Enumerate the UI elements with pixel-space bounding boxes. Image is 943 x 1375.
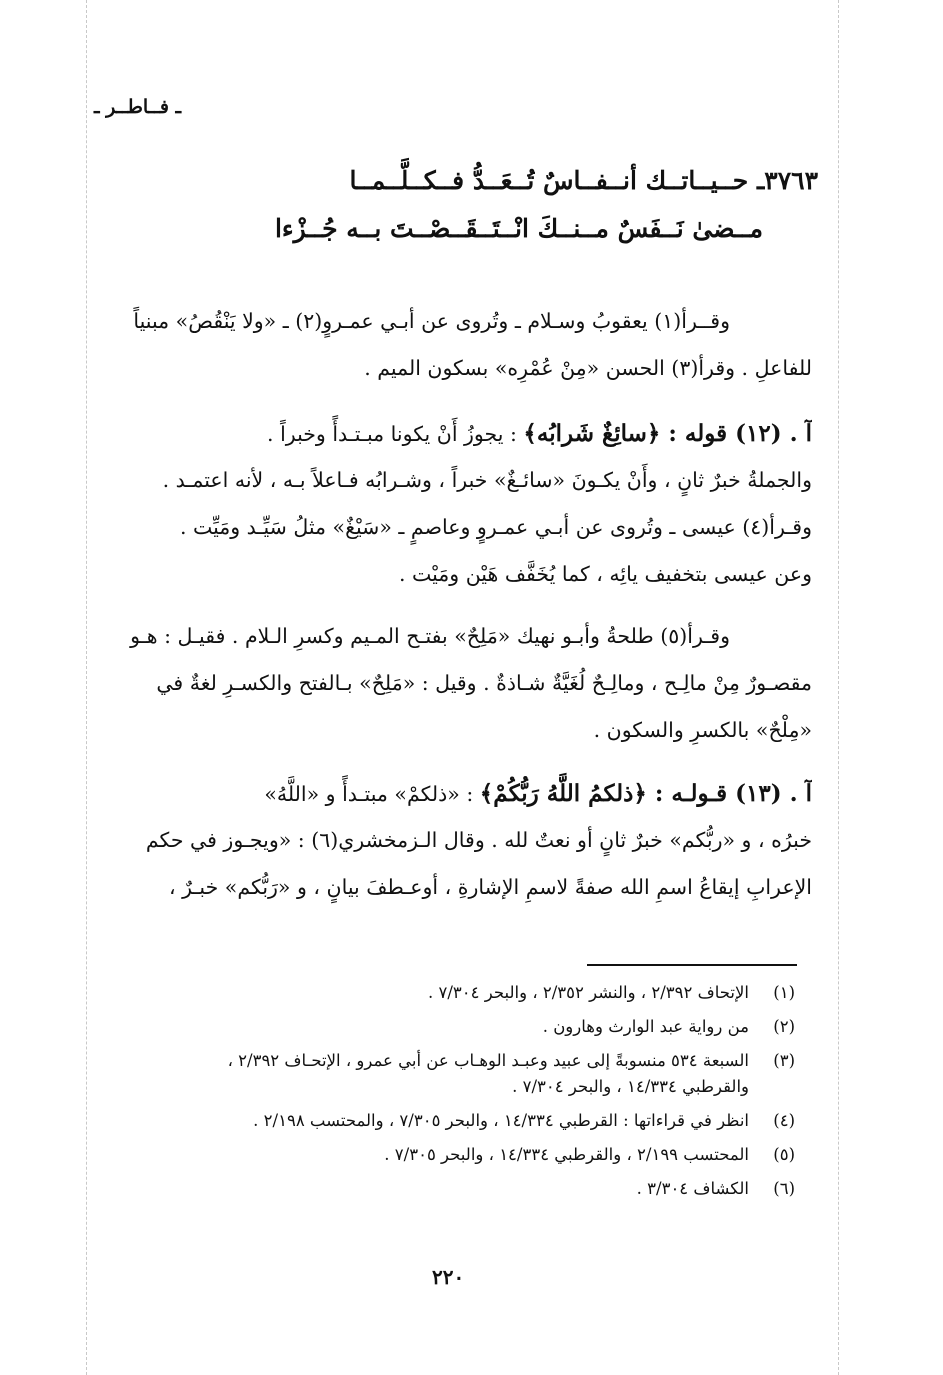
footnote <box>105 1108 795 1134</box>
left-margin-guide <box>86 0 87 1375</box>
footnote <box>105 1142 795 1168</box>
footnote-text <box>105 1176 749 1202</box>
footnote-text <box>105 980 749 1006</box>
footnote-line: الكشاف ٣/٣٠٤ . <box>636 1179 749 1198</box>
paragraph-line: وعن عيسى بتخفيف يائِه ، كما يُخَفَّف هَيْن ومَيْت . <box>398 562 812 586</box>
footnote-line: المحتسب ٢/١٩٩ ، والقرطبي ١٤/٣٣٤ ، والبحر ٧/٣٠٥ . <box>384 1145 749 1164</box>
footnote-number: (٤) <box>773 1111 795 1130</box>
footnote-divider <box>587 964 797 966</box>
footnote-line: والقرطبي ١٤/٣٣٤ ، والبحر ٧/٣٠٤ . <box>512 1077 749 1096</box>
footnote-number: (٥) <box>773 1145 795 1164</box>
verse-line-2: مــضىٰ نَــفَسٌ مــنــكَ انْــتَــقَــصْــتَ بــه جُــزْءا <box>274 214 763 243</box>
paragraph-line-with-ayah <box>100 770 812 817</box>
footnote-text <box>105 1142 749 1168</box>
paragraph-line-rest: : يجوزُ أَنْ يكونا مبـتـدأً وخبراً . <box>267 422 524 446</box>
paragraph-line: للفاعلِ . وقرأ(٣) الحسن «مِنْ عُمْرِه» بسكون الميم . <box>364 356 812 380</box>
paragraph-3 <box>100 613 812 754</box>
paragraph-line: وقـرأ(٥) طلحةُ وأبـو نهيك «مَلِحٌ» بفتـح المـيم وكسرِ الـلام . فقيـل : هـو <box>130 624 730 648</box>
footnote-line: انظر في قراءاتها : القرطبي ١٤/٣٣٤ ، والبحر ٧/٣٠٥ ، والمحتسب ٢/١٩٨ . <box>253 1111 749 1130</box>
footnote-number: (١) <box>773 983 795 1002</box>
right-margin-guide <box>838 0 839 1375</box>
footnote <box>105 1014 795 1040</box>
paragraph-1 <box>100 298 812 392</box>
footnote-number: (٢) <box>773 1017 795 1036</box>
footnote <box>105 1176 795 1202</box>
paragraph-line-with-ayah <box>100 410 812 457</box>
paragraph-4 <box>100 770 812 911</box>
paragraph-line: وقــرأ(١) يعقوبُ وسـلام ـ وتُروى عن أبـي عمـروٍ(٢) ـ «ولا يَنْقُصُ» مبنياً <box>133 309 730 333</box>
footnote-number: (٦) <box>773 1179 795 1198</box>
footnote-line: الإتحاف ٢/٣٩٢ ، والنشر ٢/٣٥٢ ، والبحر ٧/٣٠٤ . <box>428 983 749 1002</box>
ayah-heading: آ . (١٢) قوله : ﴿سائِغٌ شَرابُه﴾ <box>523 420 812 447</box>
paragraph-line: والجملةُ خبرٌ ثانٍ ، وأَنْ يكـونَ «سائـغٌ» خبراً ، وشـرابُه فـاعلاً بـه ، لأنه اعتمـد . <box>162 468 812 492</box>
footnote-text <box>105 1108 749 1134</box>
footnotes <box>105 980 795 1210</box>
footnote-text <box>105 1014 749 1040</box>
footnote <box>105 980 795 1006</box>
footnote-line: من رواية عبد الوارث وهارون . <box>542 1017 749 1036</box>
paragraph-line: وقـرأ(٤) عيسى ـ وتُروى عن أبـي عمـروٍ وعاصمٍ ـ «سَيْغٌ» مثلُ سَيِّـد ومَيِّت . <box>179 515 812 539</box>
running-head: ـ فــاطــر ـ <box>94 96 182 118</box>
footnote-text <box>105 1048 749 1100</box>
paragraph-line: خبرُه ، و «ربُّكم» خبرٌ ثانٍ أو نعتٌ لله . وقال الـزمخشري(٦) : «ويجـوز في حكم <box>145 828 812 852</box>
footnote-number: (٣) <box>773 1051 795 1070</box>
paragraph-line: مقصـورٌ مِنْ مالِـح ، ومالِـحٌ لُغَيَّةٌ شـاذةٌ . وقيل : «مَلِحٌ» بـالفتح والكسـرِ لغةٌ في <box>156 671 812 695</box>
paragraph-line-rest: : «ذلكمْ» مبتـدأً و «اللَّهُ» <box>264 782 480 806</box>
paragraph-2 <box>100 410 812 598</box>
ayah-heading: آ . (١٣) قـولـه : ﴿ذلكمُ اللَّهُ رَبُّكُمْ﴾ <box>479 780 812 807</box>
paragraph-line: «مِلْحٌ» بالكسرِ والسكون . <box>593 718 812 742</box>
footnote-line: السبعة ٥٣٤ منسوبةً إلى عبيد وعبـد الوهـاب عن أبي عمرو ، الإتحـاف ٢/٣٩٢ ، <box>227 1051 749 1070</box>
page-number: ٢٢٠ <box>432 1265 465 1289</box>
paragraph-line: الإعرابِ إيقاعُ اسمِ الله صفةً لاسمِ الإشارةِ ، أوعـطفَ بيانٍ ، و «رَبُّكم» خبـرٌ ، <box>168 875 812 899</box>
footnote <box>105 1048 795 1100</box>
verse-line-1: ٣٧٦٣ـ حــيــاتــك أنــفــاسٌ تُــعَــدُّ فــكــلَّــمــا <box>349 166 818 195</box>
